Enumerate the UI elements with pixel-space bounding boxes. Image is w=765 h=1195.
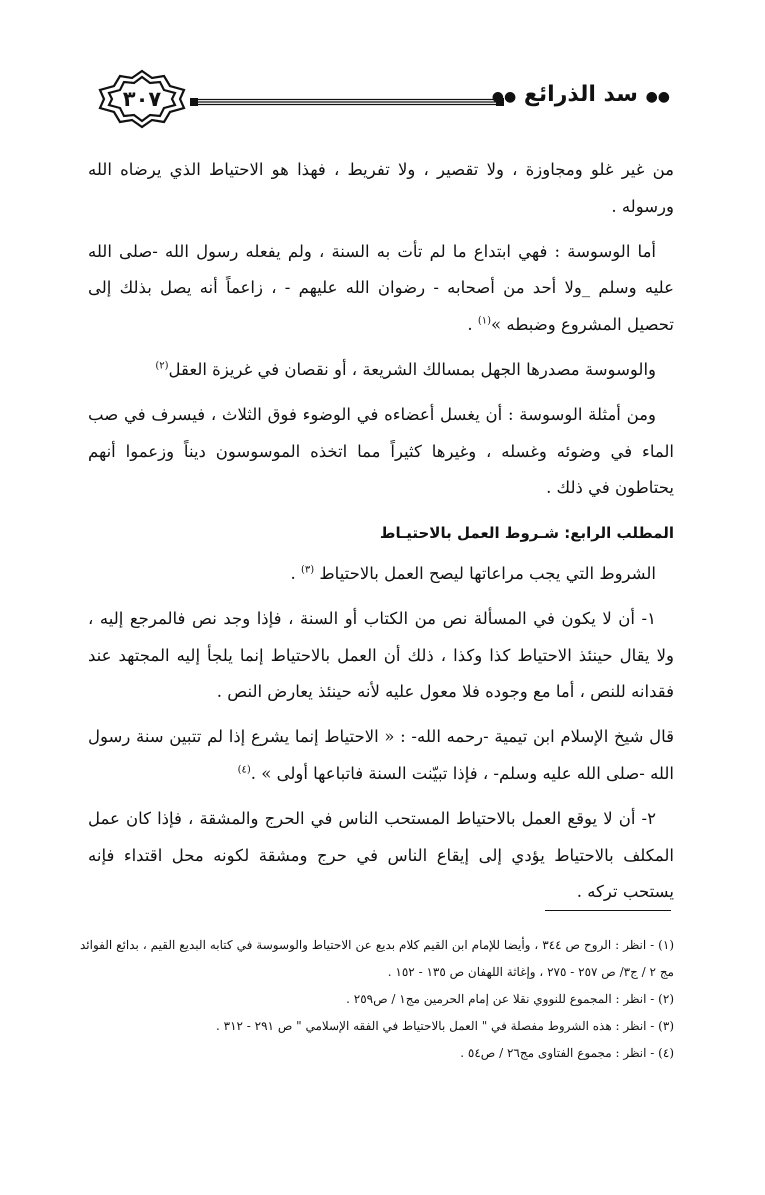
footnote-ref: (٤): [237, 764, 251, 776]
main-text: [88, 152, 674, 919]
footnote: (٣) - انظر : هذه الشروط مفصلة في " العمل بالاحتياط في الفقه الإسلامي " ص ٢٩١ - ٣١٢ .: [215, 1019, 674, 1033]
footnote-ref: (٢): [155, 360, 169, 372]
footnote-separator: [545, 910, 671, 911]
page-header: [94, 68, 670, 130]
footnote: (٤) - انظر : مجموع الفتاوى مج٢٦ / ص٥٤ .: [460, 1046, 674, 1060]
footnote: (٢) - انظر : المجموع للنووي نقلا عن إمام الحرمين مج١ / ص٢٥٩ .: [346, 992, 674, 1006]
paragraph: ٢- أن لا يوقع العمل بالاحتياط المستحب الناس في الحرج والمشقة ، فإذا كان عمل المكلف بالاحتياط يؤدي إلى إيقاع الناس في حرج ومشقة لكونه محل اقتداء فإنه يستحب تركه .: [88, 808, 674, 902]
title-dots-right: ●●: [645, 89, 670, 105]
section-heading: المطلب الرابع: شـروط العمل بالاحتيـاط: [379, 524, 674, 543]
page-number-ornament: [94, 68, 190, 130]
running-title: [492, 82, 670, 107]
header-rule: [190, 97, 506, 107]
title-dots-left: ●●: [491, 89, 517, 105]
paragraph: من غير غلو ومجاوزة ، ولا تقصير ، ولا تفريط ، فهذا هو الاحتياط الذي يرضاه الله ورسوله .: [88, 160, 674, 216]
paragraph: الشروط التي يجب مراعاتها ليصح العمل بالاحتياط $^{(٣)}$ .: [290, 563, 656, 583]
paragraph: أما الوسوسة : فهي ابتداع ما لم تأت به السنة ، ولم يفعله رسول الله -صلى الله عليه وسلم _ولا أحد من أصحابه - رضوان الله عليهم - ، زاعماً أنه يصل بذلك إلى تحصيل المشروع وضبطه »$^{(١)}$ .: [88, 241, 674, 335]
paragraph: ١- أن لا يكون في المسألة نص من الكتاب أو السنة ، فإذا وجد نص فالمرجع إليه ، ولا يقال حينئذ الاحتياط كذا وكذا ، ذلك أن العمل بالاحتياط إنما يلجأ إليه المجتهد عند فقدانه للنص ، أما مع وجوده فلا معول عليه لأنه حينئذ يعارض النص .: [88, 608, 674, 702]
page-number: ٣٠٧: [122, 87, 162, 111]
footnote-ref: (١): [477, 315, 492, 327]
paragraph: ومن أمثلة الوسوسة : أن يغسل أعضاءه في الوضوء فوق الثلاث ، فيسرف في صب الماء في وضوئه وغسله ، وغيرها كثيراً مما اتخذه الموسوسون ديناً وزعموا أنهم يحتاطون في ذلك .: [88, 404, 674, 498]
paragraph: قال شيخ الإسلام ابن تيمية -رحمه الله- : « الاحتياط إنما يشرع إذا لم تتبين سنة رسول الله -صلى الله عليه وسلم- ، فإذا تبيّنت السنة فاتباعها أولى » .$^{(٤)}$: [88, 727, 674, 783]
paragraph: والوسوسة مصدرها الجهل بمسالك الشريعة ، أو نقصان في غريزة العقل$^{(٢)}$: [155, 359, 656, 379]
book-title: سد الذرائع: [523, 82, 638, 107]
footnotes: [80, 932, 674, 1067]
footnote-ref: (٣): [300, 564, 315, 576]
footnote: (١) - انظر : الروح ص ٣٤٤ ، وأيضا للإمام ابن القيم كلام بديع عن الاحتياط والوسوسة في كتابه البديع القيم ، بدائع الفوائد مج ٢ / ج٣/ ص ٢٥٧ - ٢٧٥ ، وإغاثة اللهفان ص ١٣٥ - ١٥٢ .: [80, 938, 675, 979]
